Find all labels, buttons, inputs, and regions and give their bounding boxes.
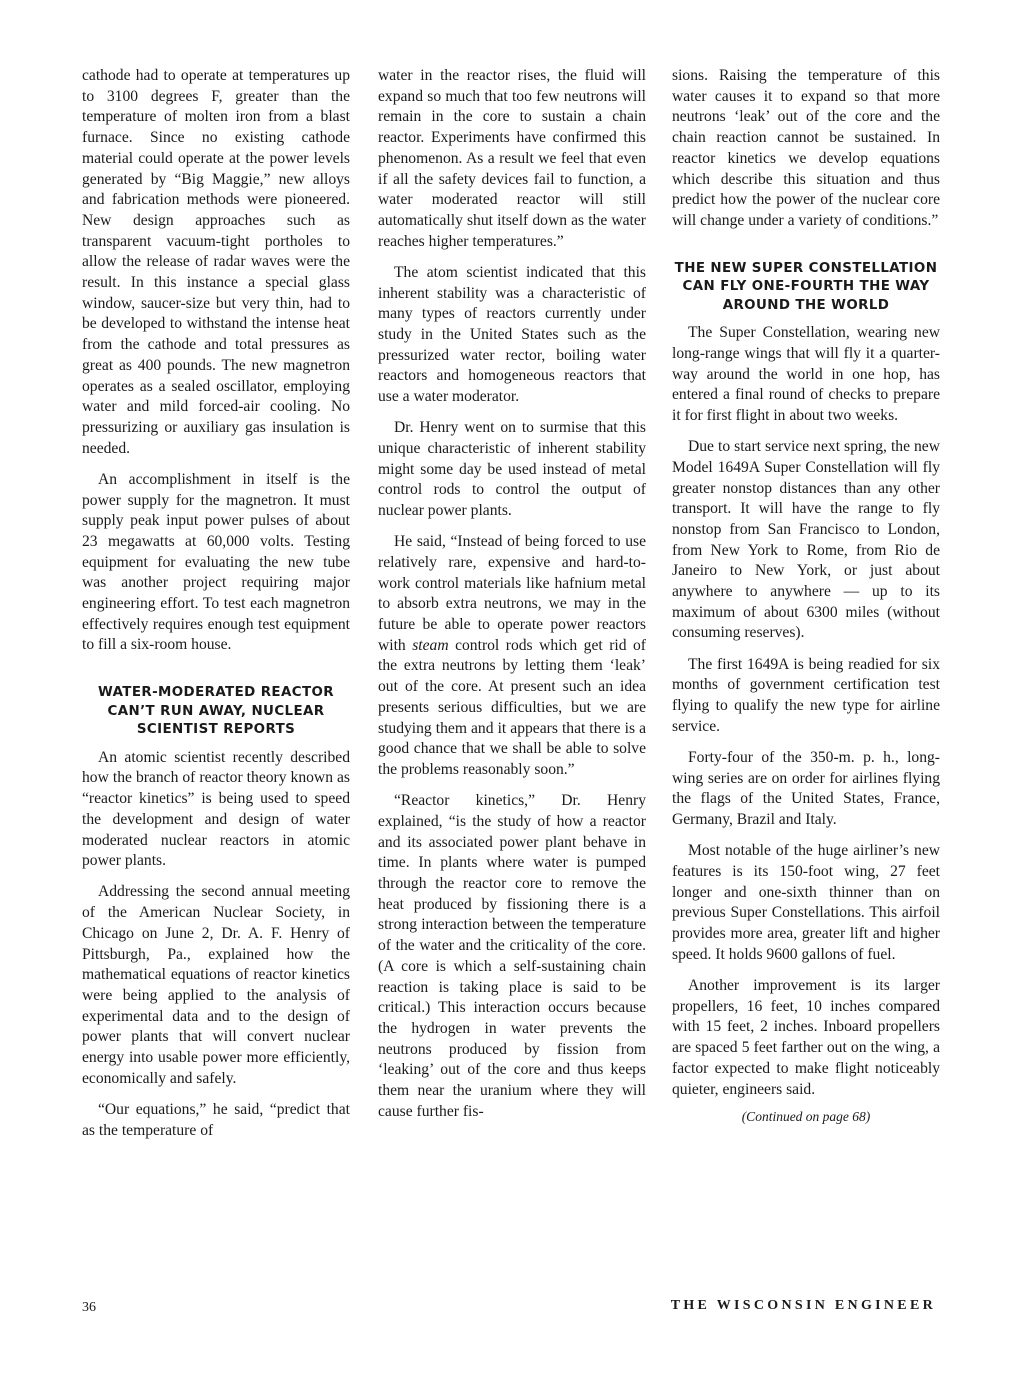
column-2 (378, 66, 646, 1133)
article-heading-constellation: THE NEW SUPER CONSTELLATION CAN FLY ONE-FOURTH THE WAY AROUND THE WORLD (674, 260, 938, 313)
column-3 (672, 66, 940, 1127)
paragraph: Due to start service next spring, the new Model 1649A Super Constellation will fly greater nonstop distances than any other transport. It will have the range to fly nonstop from San Francisco to London, from New York to Rome, from Rio de Janeiro to New York, or just about anywhere to anywhere — up to its maximum of about 6300 miles (without consuming reserves). (672, 438, 940, 642)
paragraph: Most notable of the huge airliner’s new features is its 150-foot wing, 27 feet longer and one-sixth thinner than on previous Super Constellations. This airfoil provides more area, greater lift and higher speed. It holds 9600 gallons of fuel. (672, 842, 940, 963)
paragraph: He said, “Instead of being forced to use relatively rare, expensive and hard-to-work control materials like hafnium metal to absorb extra neutrons, we may in the future be able to operate power reactors with steam control rods which get rid of the extra neutrons by letting them ‘leak’ out of the core. At present such an idea presents serious difficulties, but we are studying them and it appears that there is a good chance that we shall be able to solve the problems reasonably soon.” (378, 533, 647, 778)
article-heading-reactor: WATER-MODERATED REACTOR CAN’T RUN AWAY, NUCLEAR SCIENTIST REPORTS (98, 685, 334, 738)
paragraph: water in the reactor rises, the fluid will expand so much that too few neutrons will remain in the core to sustain a chain reactor. Experiments have confirmed this phenomenon. As a result we feel that even if all the safety devices fail to function, a water moderated reactor will still automatically shut itself down as the water reaches higher temperatures.” (378, 67, 646, 250)
paragraph: Another improvement is its larger propellers, 16 feet, 10 inches compared with 15 feet, 2 inches. Inboard propellers are spaced 5 feet farther out on the wing, a factor expected to make flight noticeably quieter, engineers said. (672, 977, 940, 1098)
paragraph: “Reactor kinetics,” Dr. Henry explained, “is the study of how a reactor and its associated power plant behave in time. In plants where water is pumped through the reactor core to remove the heat produced by fissioning there is a strong interaction between the temperature of the water and the criticality of the core. (A core is which a self-sustaining chain reaction is taking place is said to be critical.) This interaction occurs because the hydrogen in water prevents the neutrons produced by fission from ‘leaking’ out of the core and thus keeps them near the uranium where they will cause further fis- (378, 792, 646, 1120)
continued-note: (Continued on page 68) (741, 1108, 871, 1124)
emphasis-steam: steam (412, 636, 449, 654)
page-number: 36 (82, 1300, 96, 1315)
paragraph: The first 1649A is being readied for six months of government certification test flying to qualify the new type for airline service. (672, 655, 940, 735)
paragraph: An accomplishment in itself is the power supply for the magnetron. It must supply peak input power pulses of about 23 megawatts at 60,000 volts. Testing equipment for evaluating the new tube was another project requiring major engineering effort. To test each magnetron effectively requires enough test equipment to fill a six-room house. (82, 470, 350, 654)
paragraph: “Our equations,” he said, “predict that as the temperature of (82, 1100, 350, 1139)
paragraph: An atomic scientist recently described how the branch of reactor theory known as “reactor kinetics” is being used to speed the development and design of water moderated nuclear reactors in atomic power plants. (82, 748, 350, 870)
paragraph: cathode had to operate at temperatures up to 3100 degrees F, greater than the temperature of molten iron from a blast furnace. Since no existing cathode material could operate at the power levels generated by “Big Maggie,” new alloys and fabrication methods were pioneered. New design approaches such as transparent vacuum-tight portholes to allow the release of radar waves were the result. In this instance a special glass window, saucer-size but very thin, had to be developed to withstand the intense heat from the cathode and total pressures as great as 400 pounds. The new magnetron operates as a sealed oscillator, employing water and mild forced-air cooling. No pressurizing or auxiliary gas insulation is needed. (82, 67, 350, 457)
paragraph: Forty-four of the 350-m. p. h., long-wing series are on order for airlines flying the flags of the United States, France, Germany, Brazil and Italy. (672, 748, 940, 829)
paragraph: The Super Constellation, wearing new long-range wings that will fly it a quarter-way around the world in one hop, has entered a final round of checks to prepare it for first flight in about two weeks. (672, 324, 940, 424)
paragraph: Dr. Henry went on to surmise that this unique characteristic of inherent stability might some day be used instead of metal control rods to control the output of nuclear power plants. (378, 419, 646, 520)
paragraph: Addressing the second annual meeting of the American Nuclear Society, in Chicago on June 2, Dr. A. F. Henry of Pittsburgh, Pa., explained how the mathematical equations of reactor kinetics were being applied to the analysis of experimental data and to the design of power plants that will convert nuclear energy into usable power more efficiently, economically and safely. (82, 883, 350, 1087)
column-1 (82, 66, 350, 1152)
paragraph: The atom scientist indicated that this inherent stability was a characteristic of many types of reactors currently under study in the United States such as the pressurized water rector, boiling water reactors and homogeneous reactors that use a water moderator. (378, 263, 646, 406)
journal-title: THE WISCONSIN ENGINEER (670, 1298, 936, 1313)
paragraph: sions. Raising the temperature of this water causes it to expand so that more neutrons ‘leak’ out of the core and the chain reaction cannot be sustained. In reactor kinetics we develop equations which describe this situation and thus predict how the power of the nuclear core will change under a variety of conditions.” (672, 67, 940, 229)
